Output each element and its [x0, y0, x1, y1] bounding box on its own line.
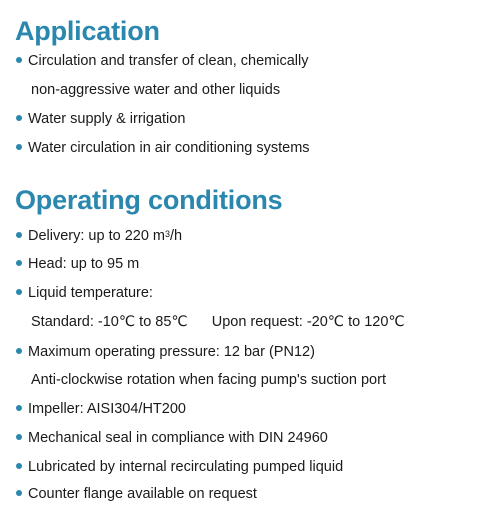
bullet-icon [16, 232, 22, 238]
bullet-icon [16, 57, 22, 63]
operating-item-temperature-ranges [31, 310, 405, 334]
bullet-icon [16, 144, 22, 150]
bullet-icon [16, 260, 22, 266]
bullet-icon [16, 289, 22, 295]
bullet-icon [16, 434, 22, 440]
application-heading: Application [15, 16, 160, 46]
operating-item-delivery: Delivery: up to 220 $m^3/h$ [16, 224, 182, 248]
operating-item-liquid-temperature: Liquid temperature: [16, 281, 153, 305]
operating-item-max-pressure: Maximum operating pressure: 12 bar (PN12) [16, 340, 315, 364]
bullet-icon [16, 115, 22, 121]
operating-item-head: Head: up to 95 m [16, 252, 139, 276]
standard-temperature: Standard: -10℃ to 85℃ [31, 314, 188, 330]
operating-item-lubricated: Lubricated by internal recirculating pumped liquid [16, 455, 343, 479]
application-item-air-conditioning: Water circulation in air conditioning systems [16, 136, 310, 160]
operating-item-rotation: Anti-clockwise rotation when facing pump's suction port [31, 372, 386, 388]
application-item-circulation: Circulation and transfer of clean, chemically [16, 49, 308, 73]
bullet-icon [16, 405, 22, 411]
operating-item-impeller: Impeller: AISI304/HT200 [16, 397, 186, 421]
operating-conditions-heading: Operating conditions [15, 185, 283, 215]
bullet-icon [16, 490, 22, 496]
application-item-water-supply: Water supply & irrigation [16, 107, 185, 131]
operating-item-mechanical-seal: Mechanical seal in compliance with DIN 24960 [16, 426, 328, 450]
bullet-icon [16, 463, 22, 469]
upon-request-temperature: Upon request: -20℃ to 120℃ [211, 314, 405, 330]
operating-item-counter-flange: Counter flange available on request [16, 482, 257, 506]
delivery-unit-superscript: 3 [165, 229, 171, 239]
application-item-circulation-cont: non-aggressive water and other liquids [31, 82, 281, 98]
bullet-icon [16, 348, 22, 354]
